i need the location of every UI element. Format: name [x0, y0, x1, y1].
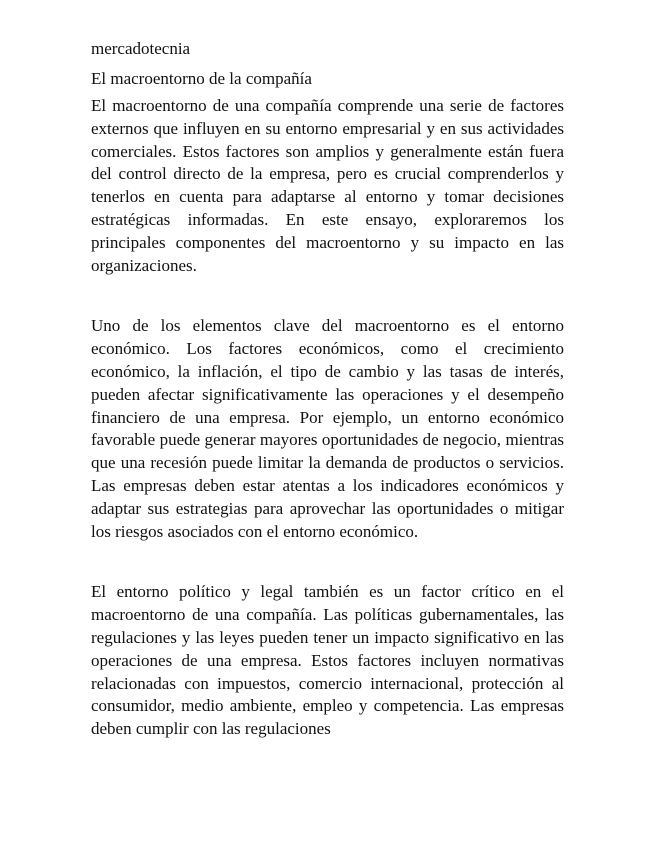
paragraph-economic: Uno de los elementos clave del macroentorno es el entorno económico. Los factores económicos, como el crecimiento económico, la inflación, el tipo de cambio y las tasas de interés, pueden afectar significativamente las operaciones y el desempeño financiero de una empresa. Por ejemplo, un entorno económico favorable puede generar mayores oportunidades de negocio, mientras que una recesión puede limitar la demanda de productos o servicios. Las empresas deben estar atentas a los indicadores económicos y adaptar sus estrategias para aprovechar las oportunidades o mitigar los riesgos asociados con el entorno económico. [91, 316, 564, 541]
document-page [91, 36, 564, 836]
document-title: mercadotecnia [91, 39, 191, 58]
paragraph-intro: El macroentorno de una compañía comprende una serie de factores externos que influyen en su entorno empresarial y en sus actividades comerciales. Estos factores son amplios y generalmente están fuera del control directo de la empresa, pero es crucial comprenderlos y tenerlos en cuenta para adaptarse al entorno y tomar decisiones estratégicas informadas. En este ensayo, exploraremos los principales componentes del macroentorno y su impacto en las organizaciones. [91, 96, 564, 275]
section-heading: El macroentorno de la compañía [91, 69, 312, 88]
paragraph-political-legal: El entorno político y legal también es un factor crítico en el macroentorno de una compañía. Las políticas gubernamentales, las regulaciones y las leyes pueden tener un impacto significativo en las operaciones de una empresa. Estos factores incluyen normativas relacionadas con impuestos, comercio internacional, protección al consumidor, medio ambiente, empleo y competencia. Las empresas deben cumplir con las regulaciones [91, 582, 564, 739]
